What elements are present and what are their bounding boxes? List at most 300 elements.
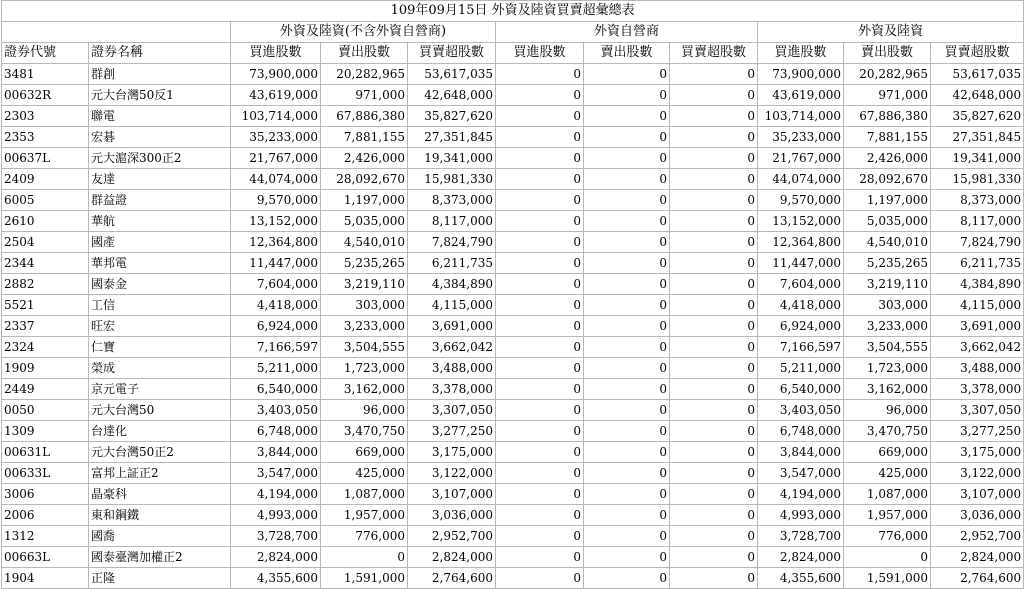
cell-total-buy: 3,844,000 [758,442,844,463]
cell-name: 聯電 [89,106,231,127]
table-row [2,463,1024,484]
cell-name: 國喬 [89,526,231,547]
cell-dealer-sell: 0 [584,274,670,295]
table-row [2,190,1024,211]
cell-dealer-buy: 0 [496,400,584,421]
cell-dealer-buy: 0 [496,316,584,337]
cell-code: 2324 [2,337,89,358]
cell-total-net: 35,827,620 [931,106,1024,127]
cell-total-net: 2,952,700 [931,526,1024,547]
cell-sell: 3,162,000 [321,379,408,400]
cell-total-sell: 3,470,750 [844,421,931,442]
cell-total-net: 4,384,890 [931,274,1024,295]
table-row [2,505,1024,526]
cell-dealer-net: 0 [670,274,758,295]
column-header-total-buy: 買進股數 [758,43,844,64]
group-header-foreign-total: 外資及陸資 [758,22,1024,43]
cell-total-net: 19,341,000 [931,148,1024,169]
cell-net: 3,175,000 [408,442,496,463]
cell-sell: 971,000 [321,85,408,106]
table-row [2,127,1024,148]
cell-dealer-sell: 0 [584,148,670,169]
table-row [2,274,1024,295]
cell-code: 1909 [2,358,89,379]
cell-dealer-sell: 0 [584,484,670,505]
cell-dealer-sell: 0 [584,316,670,337]
cell-total-buy: 103,714,000 [758,106,844,127]
cell-dealer-sell: 0 [584,169,670,190]
cell-net: 8,373,000 [408,190,496,211]
cell-total-buy: 7,604,000 [758,274,844,295]
cell-total-net: 53,617,035 [931,64,1024,85]
cell-total-net: 3,122,000 [931,463,1024,484]
cell-buy: 9,570,000 [231,190,321,211]
table-row [2,568,1024,589]
table-row [2,148,1024,169]
cell-code: 1312 [2,526,89,547]
cell-dealer-sell: 0 [584,295,670,316]
cell-sell: 96,000 [321,400,408,421]
cell-sell: 67,886,380 [321,106,408,127]
cell-dealer-net: 0 [670,442,758,463]
table-row [2,526,1024,547]
cell-total-sell: 1,591,000 [844,568,931,589]
cell-dealer-buy: 0 [496,526,584,547]
table-row [2,358,1024,379]
cell-dealer-sell: 0 [584,568,670,589]
cell-dealer-sell: 0 [584,127,670,148]
cell-sell: 1,723,000 [321,358,408,379]
cell-name: 元大台灣50 [89,400,231,421]
cell-total-sell: 20,282,965 [844,64,931,85]
cell-name: 元大台灣50正2 [89,442,231,463]
cell-sell: 1,087,000 [321,484,408,505]
cell-net: 2,824,000 [408,547,496,568]
cell-code: 3481 [2,64,89,85]
cell-net: 3,488,000 [408,358,496,379]
cell-code: 2303 [2,106,89,127]
cell-dealer-sell: 0 [584,232,670,253]
cell-code: 5521 [2,295,89,316]
cell-dealer-sell: 0 [584,337,670,358]
cell-total-sell: 96,000 [844,400,931,421]
cell-sell: 2,426,000 [321,148,408,169]
column-header-name: 證券名稱 [89,43,231,64]
cell-buy: 21,767,000 [231,148,321,169]
table-row [2,547,1024,568]
cell-name: 群益證 [89,190,231,211]
cell-buy: 3,403,050 [231,400,321,421]
cell-dealer-net: 0 [670,148,758,169]
cell-name: 工信 [89,295,231,316]
cell-total-buy: 3,403,050 [758,400,844,421]
cell-total-net: 8,117,000 [931,211,1024,232]
cell-total-sell: 3,233,000 [844,316,931,337]
cell-dealer-buy: 0 [496,568,584,589]
cell-dealer-net: 0 [670,463,758,484]
cell-dealer-sell: 0 [584,400,670,421]
cell-dealer-sell: 0 [584,463,670,484]
cell-sell: 3,219,110 [321,274,408,295]
report-table [1,0,1024,589]
cell-dealer-buy: 0 [496,484,584,505]
cell-sell: 3,504,555 [321,337,408,358]
cell-dealer-net: 0 [670,379,758,400]
cell-dealer-buy: 0 [496,337,584,358]
table-row [2,295,1024,316]
cell-name: 旺宏 [89,316,231,337]
cell-name: 群創 [89,64,231,85]
cell-total-net: 42,648,000 [931,85,1024,106]
cell-dealer-net: 0 [670,253,758,274]
cell-buy: 11,447,000 [231,253,321,274]
cell-buy: 73,900,000 [231,64,321,85]
cell-buy: 2,824,000 [231,547,321,568]
cell-total-net: 15,981,330 [931,169,1024,190]
cell-total-buy: 4,194,000 [758,484,844,505]
cell-total-net: 3,307,050 [931,400,1024,421]
column-header-dealer-sell: 賣出股數 [584,43,670,64]
cell-total-buy: 6,748,000 [758,421,844,442]
cell-dealer-buy: 0 [496,211,584,232]
cell-net: 3,378,000 [408,379,496,400]
cell-buy: 43,619,000 [231,85,321,106]
group-header-row [2,22,1024,43]
cell-buy: 7,166,597 [231,337,321,358]
cell-total-buy: 3,547,000 [758,463,844,484]
cell-buy: 4,355,600 [231,568,321,589]
cell-dealer-buy: 0 [496,274,584,295]
cell-net: 3,691,000 [408,316,496,337]
cell-code: 2344 [2,253,89,274]
cell-total-sell: 425,000 [844,463,931,484]
cell-net: 4,115,000 [408,295,496,316]
cell-net: 8,117,000 [408,211,496,232]
group-header-foreign-excl-dealer: 外資及陸資(不含外資自營商) [231,22,496,43]
cell-dealer-buy: 0 [496,295,584,316]
cell-sell: 776,000 [321,526,408,547]
table-row [2,400,1024,421]
cell-name: 元大滬深300正2 [89,148,231,169]
cell-buy: 4,194,000 [231,484,321,505]
cell-total-net: 6,211,735 [931,253,1024,274]
cell-total-sell: 1,723,000 [844,358,931,379]
cell-dealer-sell: 0 [584,526,670,547]
title-row [2,1,1024,22]
table-row [2,442,1024,463]
cell-buy: 3,547,000 [231,463,321,484]
cell-buy: 13,152,000 [231,211,321,232]
cell-code: 00633L [2,463,89,484]
cell-total-buy: 6,540,000 [758,379,844,400]
cell-buy: 6,540,000 [231,379,321,400]
cell-code: 00637L [2,148,89,169]
cell-name: 元大台灣50反1 [89,85,231,106]
cell-total-buy: 9,570,000 [758,190,844,211]
column-header-dealer-buy: 買進股數 [496,43,584,64]
cell-buy: 5,211,000 [231,358,321,379]
cell-total-net: 3,691,000 [931,316,1024,337]
column-header-buy: 買進股數 [231,43,321,64]
report-title: 109年09月15日 外資及陸資買賣超彙總表 [2,1,1024,22]
cell-net: 42,648,000 [408,85,496,106]
cell-name: 晶豪科 [89,484,231,505]
cell-total-net: 3,378,000 [931,379,1024,400]
cell-total-sell: 971,000 [844,85,931,106]
cell-total-sell: 67,886,380 [844,106,931,127]
cell-dealer-buy: 0 [496,127,584,148]
cell-total-net: 2,764,600 [931,568,1024,589]
cell-total-buy: 2,824,000 [758,547,844,568]
cell-net: 7,824,790 [408,232,496,253]
cell-dealer-buy: 0 [496,379,584,400]
cell-total-buy: 11,447,000 [758,253,844,274]
cell-total-net: 3,277,250 [931,421,1024,442]
cell-dealer-net: 0 [670,337,758,358]
cell-dealer-net: 0 [670,484,758,505]
cell-name: 仁寶 [89,337,231,358]
cell-dealer-sell: 0 [584,547,670,568]
cell-code: 0050 [2,400,89,421]
cell-dealer-net: 0 [670,106,758,127]
cell-dealer-buy: 0 [496,421,584,442]
cell-sell: 20,282,965 [321,64,408,85]
table-row [2,64,1024,85]
column-header-sell: 賣出股數 [321,43,408,64]
table-row [2,316,1024,337]
cell-name: 台達化 [89,421,231,442]
cell-sell: 3,233,000 [321,316,408,337]
cell-code: 2337 [2,316,89,337]
cell-dealer-buy: 0 [496,442,584,463]
cell-net: 2,764,600 [408,568,496,589]
cell-name: 京元電子 [89,379,231,400]
table-row [2,379,1024,400]
cell-dealer-sell: 0 [584,358,670,379]
group-header-foreign-dealer: 外資自營商 [496,22,758,43]
cell-buy: 3,844,000 [231,442,321,463]
cell-dealer-buy: 0 [496,232,584,253]
column-header-net: 買賣超股數 [408,43,496,64]
cell-dealer-sell: 0 [584,190,670,211]
cell-dealer-buy: 0 [496,64,584,85]
cell-buy: 3,728,700 [231,526,321,547]
cell-sell: 5,035,000 [321,211,408,232]
cell-name: 友達 [89,169,231,190]
cell-code: 1904 [2,568,89,589]
cell-code: 2006 [2,505,89,526]
cell-total-buy: 12,364,800 [758,232,844,253]
cell-buy: 7,604,000 [231,274,321,295]
cell-dealer-sell: 0 [584,106,670,127]
cell-net: 27,351,845 [408,127,496,148]
cell-total-net: 3,175,000 [931,442,1024,463]
cell-dealer-net: 0 [670,316,758,337]
cell-total-net: 3,488,000 [931,358,1024,379]
cell-total-buy: 5,211,000 [758,358,844,379]
cell-total-sell: 5,235,265 [844,253,931,274]
cell-total-sell: 1,197,000 [844,190,931,211]
cell-buy: 35,233,000 [231,127,321,148]
table-row [2,253,1024,274]
table-row [2,169,1024,190]
cell-code: 2353 [2,127,89,148]
cell-dealer-sell: 0 [584,85,670,106]
table-row [2,484,1024,505]
cell-dealer-buy: 0 [496,85,584,106]
cell-sell: 303,000 [321,295,408,316]
cell-buy: 6,748,000 [231,421,321,442]
cell-dealer-net: 0 [670,169,758,190]
cell-sell: 5,235,265 [321,253,408,274]
cell-dealer-buy: 0 [496,148,584,169]
cell-total-buy: 13,152,000 [758,211,844,232]
cell-total-buy: 44,074,000 [758,169,844,190]
cell-dealer-sell: 0 [584,442,670,463]
cell-code: 2449 [2,379,89,400]
cell-code: 00631L [2,442,89,463]
table-row [2,232,1024,253]
cell-name: 國泰金 [89,274,231,295]
column-header-code: 證券代號 [2,43,89,64]
cell-total-buy: 6,924,000 [758,316,844,337]
cell-name: 宏碁 [89,127,231,148]
cell-total-buy: 4,993,000 [758,505,844,526]
cell-dealer-net: 0 [670,526,758,547]
cell-buy: 4,418,000 [231,295,321,316]
cell-dealer-buy: 0 [496,169,584,190]
cell-net: 3,662,042 [408,337,496,358]
cell-code: 00632R [2,85,89,106]
cell-sell: 1,197,000 [321,190,408,211]
cell-dealer-net: 0 [670,400,758,421]
cell-dealer-net: 0 [670,295,758,316]
cell-net: 6,211,735 [408,253,496,274]
cell-sell: 0 [321,547,408,568]
cell-dealer-buy: 0 [496,106,584,127]
cell-total-buy: 35,233,000 [758,127,844,148]
cell-total-sell: 28,092,670 [844,169,931,190]
cell-sell: 425,000 [321,463,408,484]
cell-code: 2882 [2,274,89,295]
cell-dealer-sell: 0 [584,211,670,232]
cell-name: 榮成 [89,358,231,379]
cell-code: 3006 [2,484,89,505]
cell-total-net: 4,115,000 [931,295,1024,316]
cell-dealer-net: 0 [670,85,758,106]
table-row [2,211,1024,232]
cell-total-net: 8,373,000 [931,190,1024,211]
cell-sell: 1,591,000 [321,568,408,589]
cell-buy: 44,074,000 [231,169,321,190]
table-row [2,421,1024,442]
cell-total-sell: 7,881,155 [844,127,931,148]
cell-total-sell: 303,000 [844,295,931,316]
column-header-total-net: 買賣超股數 [931,43,1024,64]
cell-dealer-sell: 0 [584,64,670,85]
cell-dealer-net: 0 [670,358,758,379]
cell-total-net: 7,824,790 [931,232,1024,253]
cell-total-net: 3,036,000 [931,505,1024,526]
cell-total-sell: 2,426,000 [844,148,931,169]
cell-total-sell: 5,035,000 [844,211,931,232]
cell-dealer-sell: 0 [584,505,670,526]
cell-total-buy: 43,619,000 [758,85,844,106]
cell-total-buy: 4,418,000 [758,295,844,316]
cell-dealer-net: 0 [670,127,758,148]
report-table-body [2,1,1024,589]
cell-total-buy: 4,355,600 [758,568,844,589]
cell-name: 國產 [89,232,231,253]
cell-total-net: 3,107,000 [931,484,1024,505]
cell-net: 3,122,000 [408,463,496,484]
cell-total-net: 3,662,042 [931,337,1024,358]
cell-total-sell: 1,087,000 [844,484,931,505]
cell-name: 華邦電 [89,253,231,274]
cell-dealer-net: 0 [670,568,758,589]
cell-net: 3,277,250 [408,421,496,442]
cell-dealer-buy: 0 [496,358,584,379]
cell-code: 00663L [2,547,89,568]
cell-sell: 669,000 [321,442,408,463]
cell-dealer-buy: 0 [496,547,584,568]
cell-code: 2409 [2,169,89,190]
cell-code: 1309 [2,421,89,442]
cell-sell: 4,540,010 [321,232,408,253]
cell-dealer-net: 0 [670,505,758,526]
cell-total-net: 2,824,000 [931,547,1024,568]
cell-total-sell: 4,540,010 [844,232,931,253]
cell-net: 2,952,700 [408,526,496,547]
cell-dealer-sell: 0 [584,421,670,442]
cell-total-buy: 3,728,700 [758,526,844,547]
group-header-blank [2,22,231,43]
cell-dealer-buy: 0 [496,190,584,211]
cell-dealer-net: 0 [670,547,758,568]
cell-total-sell: 0 [844,547,931,568]
cell-net: 3,307,050 [408,400,496,421]
cell-dealer-net: 0 [670,232,758,253]
table-row [2,337,1024,358]
cell-name: 國泰臺灣加權正2 [89,547,231,568]
cell-total-sell: 1,957,000 [844,505,931,526]
cell-net: 35,827,620 [408,106,496,127]
cell-dealer-sell: 0 [584,253,670,274]
cell-dealer-buy: 0 [496,505,584,526]
cell-total-sell: 3,162,000 [844,379,931,400]
cell-net: 19,341,000 [408,148,496,169]
cell-net: 15,981,330 [408,169,496,190]
cell-total-sell: 776,000 [844,526,931,547]
table-row [2,106,1024,127]
cell-net: 3,107,000 [408,484,496,505]
cell-total-sell: 3,504,555 [844,337,931,358]
column-header-total-sell: 賣出股數 [844,43,931,64]
cell-dealer-net: 0 [670,211,758,232]
cell-total-sell: 3,219,110 [844,274,931,295]
cell-code: 2610 [2,211,89,232]
cell-net: 3,036,000 [408,505,496,526]
cell-name: 東和鋼鐵 [89,505,231,526]
cell-dealer-sell: 0 [584,379,670,400]
cell-sell: 7,881,155 [321,127,408,148]
cell-dealer-net: 0 [670,190,758,211]
cell-code: 2504 [2,232,89,253]
cell-total-buy: 21,767,000 [758,148,844,169]
cell-name: 正隆 [89,568,231,589]
table-row [2,85,1024,106]
cell-total-net: 27,351,845 [931,127,1024,148]
